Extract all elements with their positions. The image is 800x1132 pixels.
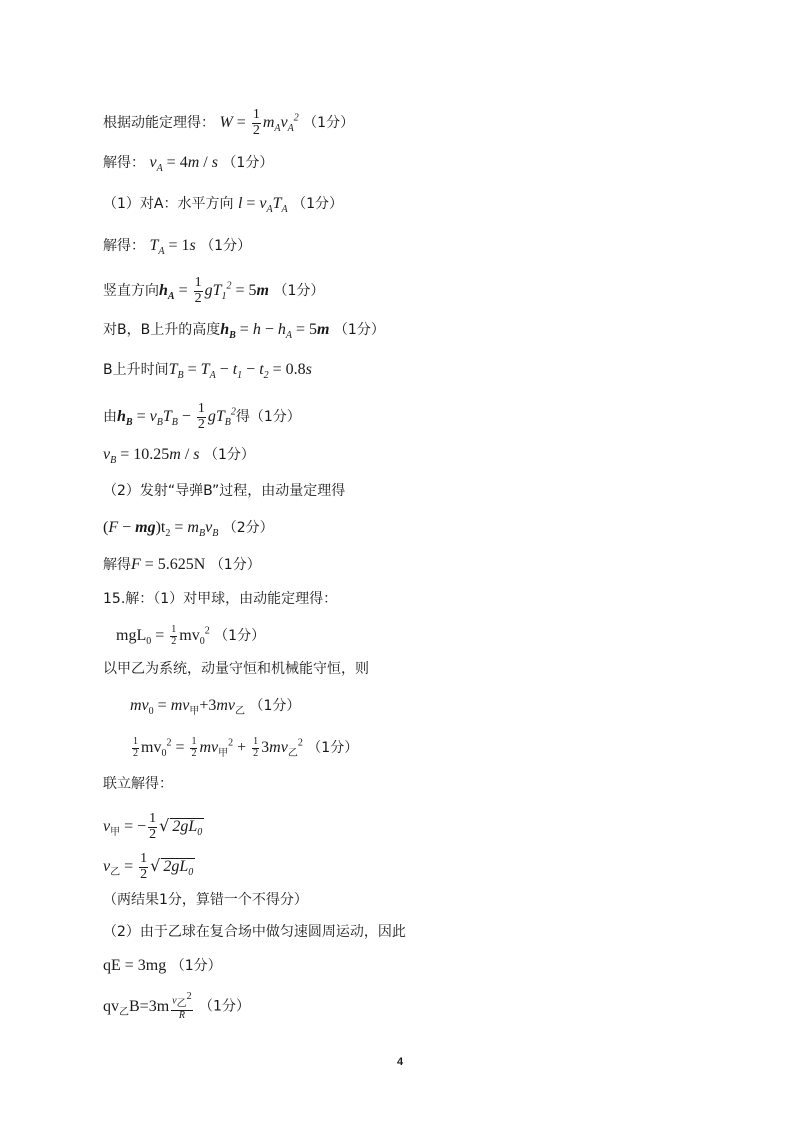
score: （1分） xyxy=(222,155,274,171)
line-momentum-theorem: $(F - mg)t_2 = m_Bv_B$ （2分） xyxy=(103,519,274,540)
line-solve-ta: 解得： $T_A = 1s$ （1分） xyxy=(103,237,252,258)
line-mgl0: mgL$_0$ = $\frac{1}{2}$ $mv_0^2$ （1分） xyxy=(116,624,266,648)
fraction: $\frac{1}{2}$ xyxy=(252,107,260,138)
text: （2）由于乙球在复合场中做匀速圆周运动，因此 xyxy=(103,924,406,940)
line-b-time: B上升时间$T_B = T_A - t_1 - t_2 = 0.8s$ xyxy=(103,361,312,382)
line-vertical: 竖直方向$h_A$ = $\frac{1}{2}$ $gT_1^2 = 5m$ （1分） xyxy=(103,275,325,306)
line-solve-f: 解得F = 5.625N （1分） xyxy=(103,556,261,573)
text: 联立解得： xyxy=(103,776,173,792)
score: （1分） xyxy=(200,238,252,254)
score: （1分） xyxy=(249,698,301,714)
line-momentum-conservation: $mv_0 = mv_甲+3mv_乙$ （1分） xyxy=(130,697,301,718)
line-vb: $v_B = 10.25m / s$ （1分） xyxy=(103,446,255,467)
score: （1分） xyxy=(333,322,385,338)
text: 以甲乙为系统，动量守恒和机械能守恒，则 xyxy=(103,661,369,677)
score: （1分） xyxy=(203,447,255,463)
text: 解得： xyxy=(103,238,145,254)
text: 竖直方向 xyxy=(103,283,159,300)
text: （两结果1分，算错一个不得分） xyxy=(103,892,308,908)
line-system-conservation xyxy=(103,662,369,676)
text: 对B，B上升的高度 xyxy=(103,322,221,338)
score: （1分） xyxy=(249,409,301,426)
line-note xyxy=(103,893,308,907)
line-energy-conservation: $\frac{1}{2}$ $mv_0^2$ = $\frac{1}{2}$ $mv_甲^2$ + $\frac{1}{2}$ $3mv_乙^2$ （1分） xyxy=(133,736,359,760)
line-horizontal: （1）对A：水平方向 $l = v_AT_A$ （1分） xyxy=(103,195,344,216)
score: （1分） xyxy=(209,557,261,573)
score: （1分） xyxy=(303,115,355,132)
line-solve-jointly xyxy=(103,777,173,791)
line-part2-uniform-circular xyxy=(103,925,406,939)
text: 由 xyxy=(103,409,117,426)
line-qe: qE = 3mg （1分） xyxy=(103,957,222,974)
line-q15-heading xyxy=(103,592,337,606)
formula: W xyxy=(219,114,233,132)
line-kinetic-energy-theorem: 根据动能定理得： W = $\frac{1}{2}$ $m_Av_A^2$ （1分） xyxy=(103,107,355,138)
line-v-yi: $v_乙$ = $\frac{1}{2}$ √ $2gL_0$ xyxy=(103,851,194,882)
text: 根据动能定理得： xyxy=(103,115,215,132)
page-number: 4 xyxy=(397,1056,404,1068)
score: （1分） xyxy=(307,740,359,756)
text: （2）发射“导弹B”过程，由动量定理得 xyxy=(103,483,346,499)
line-qvb: $qv_乙B=3m$ $\frac{v_乙^2}{R}$ （1分） xyxy=(103,991,250,1021)
line-solve-va: 解得： $v_A = 4m / s$ （1分） xyxy=(103,154,274,175)
text: 解得： xyxy=(103,155,145,171)
line-v-jia: $v_甲$ = − $\frac{1}{2}$ √ $2gL_0$ xyxy=(103,811,203,842)
score: （1分） xyxy=(214,628,266,644)
line-b-height: 对B，B上升的高度$h_B = h - h_A = 5m$ （1分） xyxy=(103,321,385,342)
text: 15.解：（1）对甲球，由动能定理得： xyxy=(103,591,338,607)
line-from-hb: 由$h_B = v_BT_B$ − $\frac{1}{2}$ $gT_B^2$得（1分） xyxy=(103,401,301,432)
line-part2-heading xyxy=(103,484,345,498)
score: （1分） xyxy=(199,998,250,1015)
score: （1分） xyxy=(170,958,222,974)
score: （1分） xyxy=(292,196,344,212)
score: （2分） xyxy=(222,520,274,536)
text: 解得 xyxy=(103,557,131,573)
score: （1分） xyxy=(273,283,325,300)
text: B上升时间 xyxy=(103,362,169,378)
text: （1）对A：水平方向 xyxy=(103,196,234,212)
